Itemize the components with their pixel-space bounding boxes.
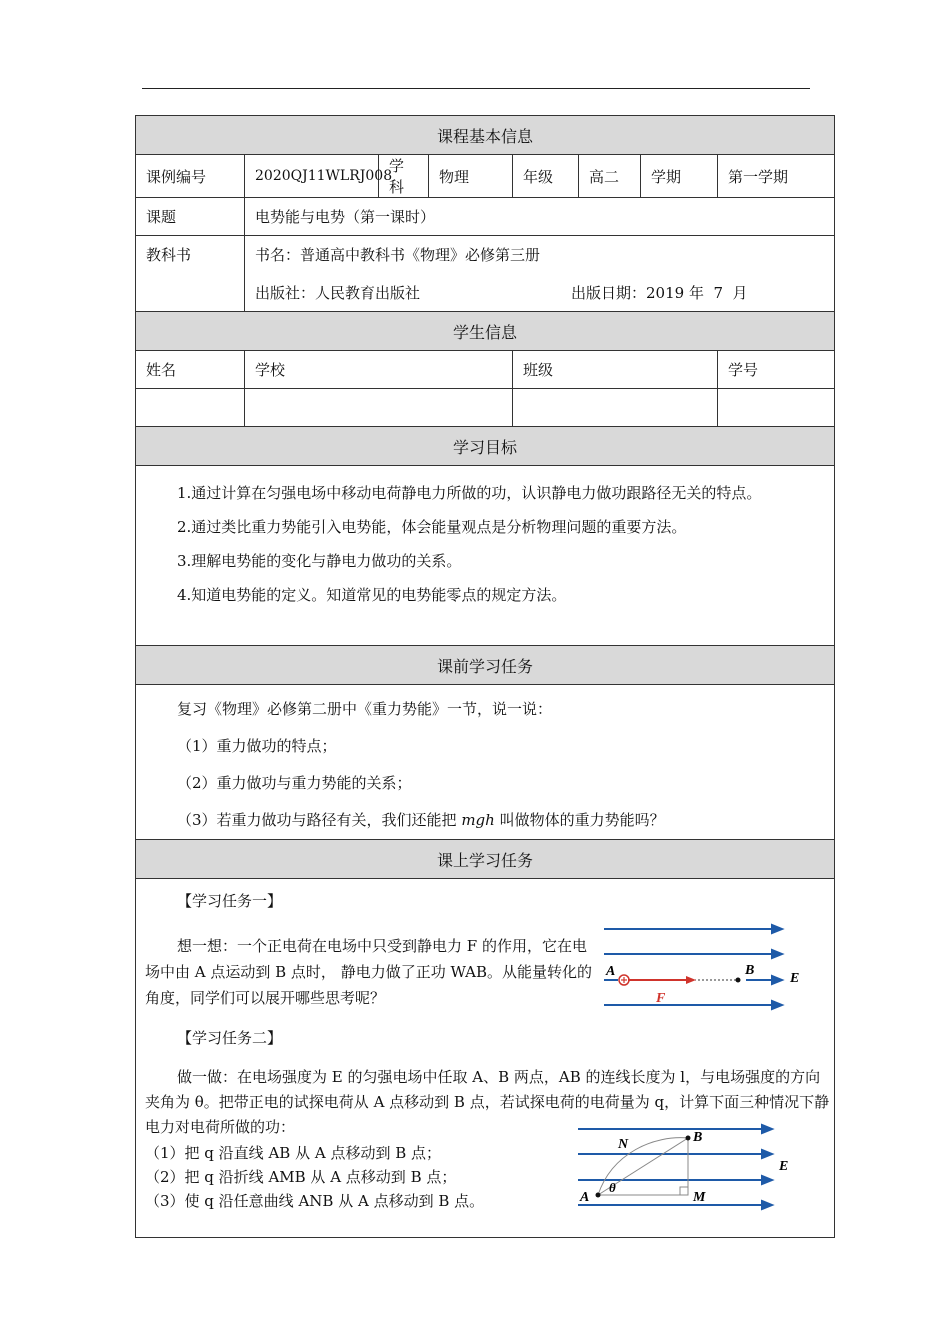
topic-label: 课题	[136, 198, 245, 236]
class-label: 班级	[513, 351, 718, 389]
field-diagram-1	[596, 921, 816, 1016]
fig2-label-a: A	[580, 1190, 590, 1205]
textbook-info	[245, 236, 835, 312]
task2-item: （1）把 q 沿直线 AB 从 A 点移动到 B 点；	[145, 1144, 442, 1162]
topic-value: 电势能与电势（第一课时）	[245, 198, 835, 236]
pre-class-content	[136, 685, 835, 840]
pre-class-question: （1）重力做功的特点；	[177, 737, 337, 755]
pre-class-question	[177, 802, 826, 839]
number-field[interactable]	[718, 389, 835, 427]
header-rule	[142, 88, 810, 89]
number-label: 学号	[718, 351, 835, 389]
student-info-title: 学生信息	[136, 312, 835, 351]
fig1-label-b: B	[745, 963, 755, 978]
term-value: 第一学期	[718, 155, 835, 198]
task1-heading: 【学习任务一】	[177, 892, 283, 910]
pre-class-question: （2）重力做功与重力势能的关系；	[177, 774, 412, 792]
objective-item: 2.通过类比重力势能引入电势能，体会能量观点是分析物理问题的重要方法。	[177, 518, 687, 536]
book-name: 书名：普通高中教科书《物理》必修第三册	[255, 246, 541, 264]
lesson-table	[135, 115, 835, 1238]
objectives-title: 学习目标	[136, 427, 835, 466]
fig1-label-f: F	[656, 991, 666, 1006]
subject-label: 学科	[379, 155, 429, 198]
grade-value: 高二	[579, 155, 641, 198]
id-label: 课例编号	[136, 155, 245, 198]
fig2-label-b: B	[693, 1130, 703, 1145]
field-diagram-2	[576, 1121, 811, 1219]
task2-item: （3）使 q 沿任意曲线 ANB 从 A 点移动到 B 点。	[145, 1192, 485, 1210]
q3-var: mgh	[461, 811, 495, 829]
objective-item: 3.理解电势能的变化与静电力做功的关系。	[177, 552, 462, 570]
textbook-label: 教科书	[136, 236, 245, 312]
task2-heading: 【学习任务二】	[177, 1029, 283, 1047]
name-label: 姓名	[136, 351, 245, 389]
pre-class-intro: 复习《物理》必修第二册中《重力势能》一节，说一说：	[177, 700, 553, 718]
name-field[interactable]	[136, 389, 245, 427]
q3-text: （3）若重力做功与路径有关，我们还能把	[177, 811, 462, 829]
id-value: 2020QJ11WLRJ008	[245, 155, 379, 198]
publish-line	[255, 282, 824, 306]
fig2-label-n: N	[618, 1137, 629, 1152]
course-info-title: 课程基本信息	[136, 116, 835, 155]
in-class-title: 课上学习任务	[136, 840, 835, 879]
fig1-label-a: A	[606, 964, 616, 979]
task2-text: 做一做：在电场强度为 E 的匀强电场中任取 A、B 两点，AB 的连线长度为 l，与电场强度的方向夹角为 θ。把带正电的试探电荷从 A 点移动到 B 点，若试探电荷的电荷量为 q，计算下面三种情况下静电力对电荷所做的功：	[145, 1068, 830, 1136]
fig1-label-e: E	[790, 971, 800, 986]
fig2-label-m: M	[693, 1190, 706, 1205]
in-class-content	[136, 879, 835, 1238]
q3-text-end: 叫做物体的重力势能吗？	[494, 811, 665, 829]
class-field[interactable]	[513, 389, 718, 427]
subject-value: 物理	[429, 155, 513, 198]
pre-class-title: 课前学习任务	[136, 646, 835, 685]
objectives-list	[136, 466, 835, 646]
task2-item: （2）把 q 沿折线 AMB 从 A 点移动到 B 点；	[145, 1168, 457, 1186]
objective-item: 1.通过计算在匀强电场中移动电荷静电力所做的功，认识静电力做功跟路径无关的特点。	[177, 484, 762, 502]
task1-text: 想一想：一个正电荷在电场中只受到静电力 F 的作用，它在电场中由 A 点运动到 B 点时， 静电力做了正功 WAB。从能量转化的角度，同学们可以展开哪些思考呢？	[145, 937, 592, 1007]
fig2-label-theta: θ	[609, 1180, 616, 1195]
task2-list	[145, 1141, 484, 1213]
school-label: 学校	[245, 351, 513, 389]
term-label: 学期	[641, 155, 718, 198]
publish-date: 出版日期：2019 年 7 月	[571, 284, 748, 302]
publisher: 出版社：人民教育出版社	[255, 284, 421, 302]
fig2-label-e: E	[779, 1159, 789, 1174]
grade-label: 年级	[513, 155, 579, 198]
school-field[interactable]	[245, 389, 513, 427]
objective-item: 4.知道电势能的定义。知道常见的电势能零点的规定方法。	[177, 586, 567, 604]
